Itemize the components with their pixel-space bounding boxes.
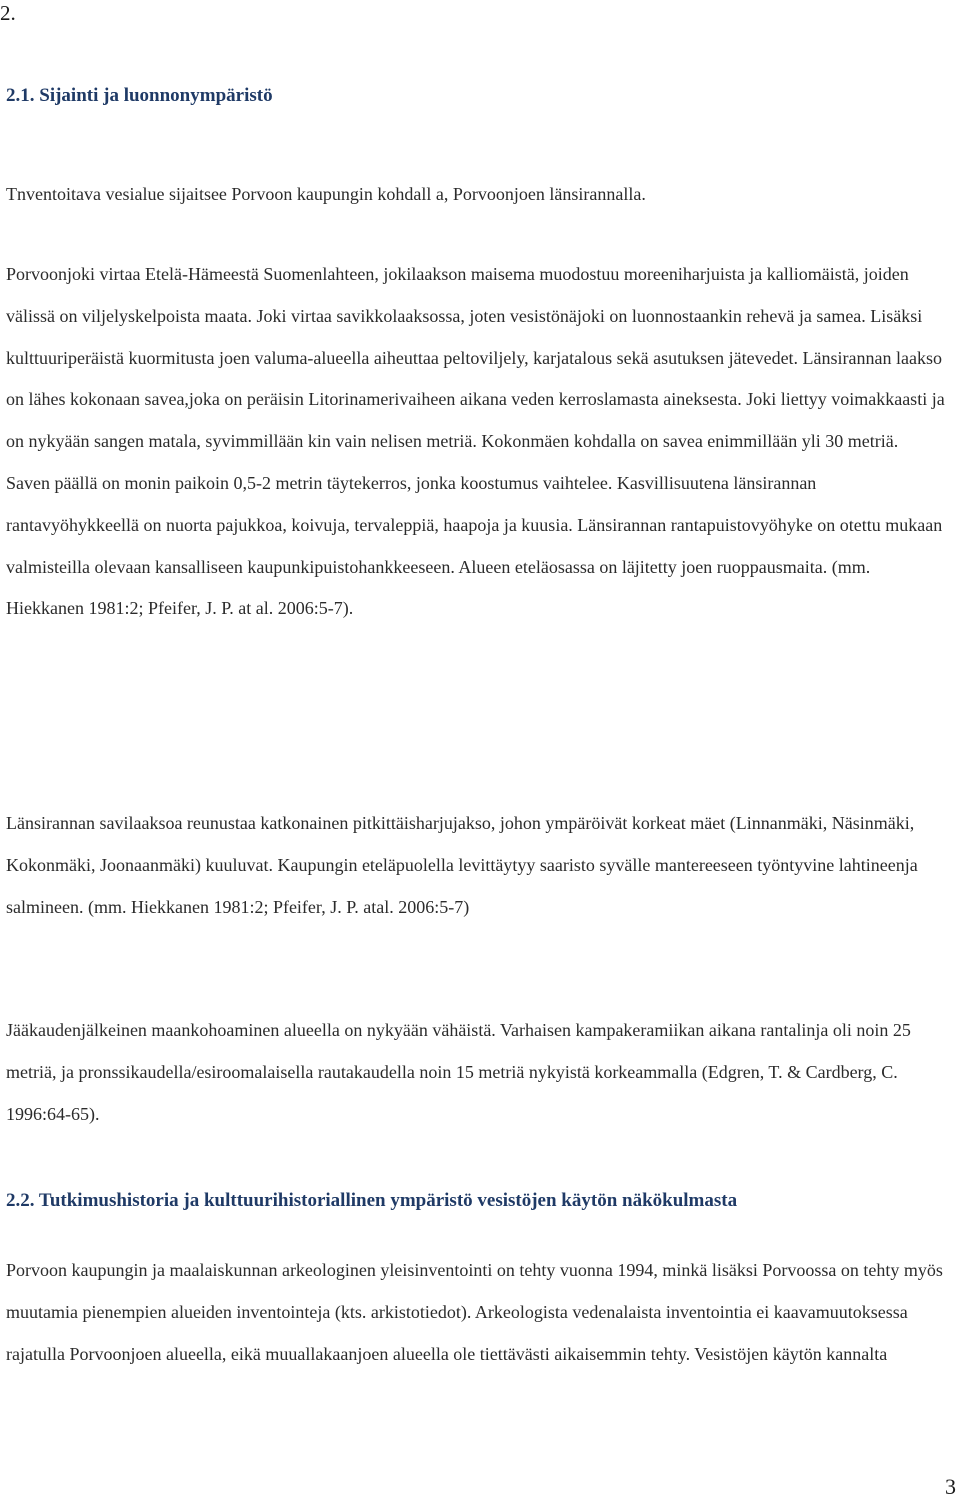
paragraph-research-history: Porvoon kaupungin ja maalaiskunnan arkeologinen yleisinventointi on tehty vuonna 1994, minkä lisäksi Porvoossa on tehty myös muutamia pienempien alueiden inventointeja (kts. arkistotiedot). Arkeologista vedenalaista inventointia ei kaavamuutoksessa rajatulla Porvoonjoen alueella, eikä muuallakaanjoen alueella ole tiettävästi aikaisemmin tehty. Vesistöjen käytön kannalta <box>6 1260 943 1364</box>
section-heading-2-1: 2.1. Sijainti ja luonnonympäristö <box>6 85 273 106</box>
section-heading-2-2: 2.2. Tutkimushistoria ja kulttuurihistoriallinen ympäristö vesistöjen käytön näkökulmasta <box>6 1190 738 1211</box>
paragraph-land-uplift: Jääkaudenjälkeinen maankohoaminen alueella on nykyään vähäistä. Varhaisen kampakeramiikan aikana rantalinja oli noin 25 metriä, ja pronssikaudella/esiroomalaisella rautakaudella noin 15 metriä nykyistä korkeammalla (Edgren, T. & Cardberg, C. 1996:64-65). <box>6 1020 911 1124</box>
chapter-number: 2. <box>0 1 16 25</box>
page-number: 3 <box>945 1474 956 1499</box>
paragraph-location: Tnventoitava vesialue sijaitsee Porvoon kaupungin kohdall a, Porvoonjoen länsirannalla. <box>6 184 646 204</box>
paragraph-river-description: Porvoonjoki virtaa Etelä-Hämeestä Suomenlahteen, jokilaakson maisema muodostuu moreeniharjuista ja kalliomäistä, joiden välissä on viljelyskelpoista maata. Joki virtaa savikkolaaksossa, joten vesistönäjoki on luonnostaankin rehevä ja samea. Lisäksi kulttuuriperäistä kuormitusta joen valuma-alueella aiheuttaa peltoviljely, karjatalous sekä asutuksen jätevedet. Länsirannan laakso on lähes kokonaan savea,joka on peräisin Litorinamerivaiheen aikana veden kerroslamasta aineksesta. Joki liettyy voimakkaasti ja on nykyään sangen matala, syvimmillään kin vain nelisen metriä. Kokonmäen kohdalla on savea enimmillään yli 30 metriä. Saven päällä on monin paikoin 0,5-2 metrin täytekerros, jonka koostumus vaihtelee. Kasvillisuutena länsirannan rantavyöhykkeellä on nuorta pajukkoa, koivuja, tervaleppiä, haapoja ja kuusia. Länsirannan rantapuistovyöhyke on otettu mukaan valmisteilla olevaan kansalliseen kaupunkipuistohankkeeseen. Alueen eteläosassa on läjitetty joen ruoppausmaita. (mm. Hiekkanen 1981:2; Pfeifer, J. P. at al. 2006:5-7). <box>6 264 945 619</box>
paragraph-valley-ridges: Länsirannan savilaaksoa reunustaa katkonainen pitkittäisharjujakso, johon ympäröivät korkeat mäet (Linnanmäki, Näsinmäki, Kokonmäki, Joonaanmäki) kuuluvat. Kaupungin eteläpuolella levittäytyy saaristo syvälle mantereeseen työntyvine lahtineenja salmineen. (mm. Hiekkanen 1981:2; Pfeifer, J. P. atal. 2006:5-7) <box>6 813 918 917</box>
